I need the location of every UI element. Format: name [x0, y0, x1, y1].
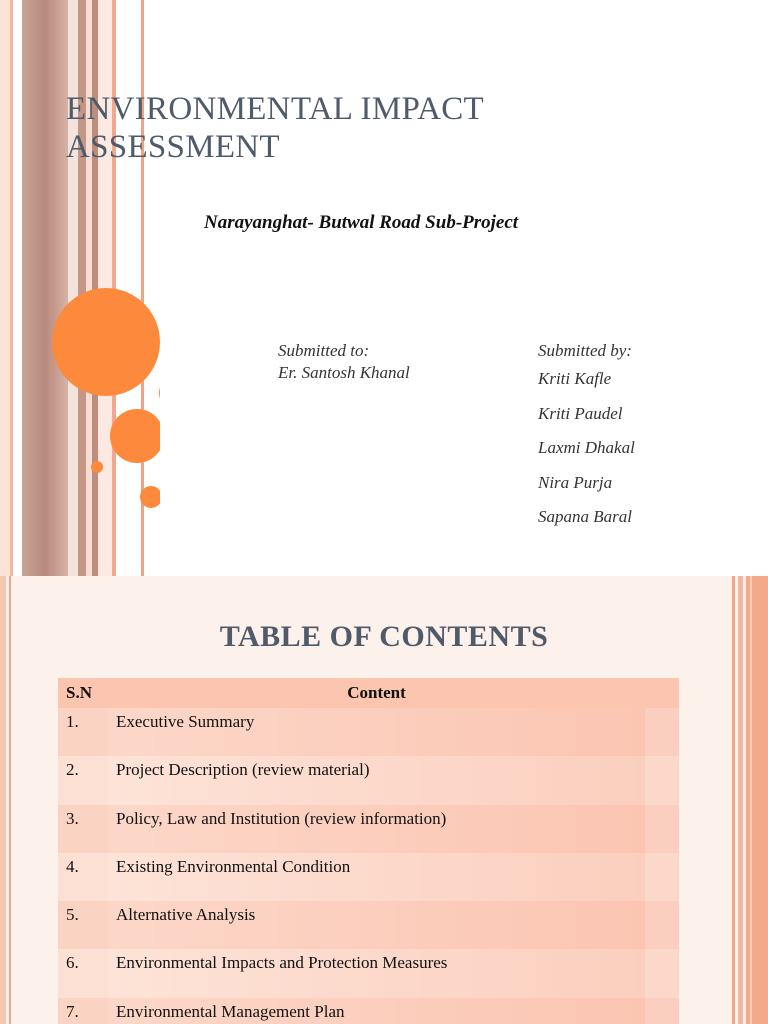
row-blank: [645, 756, 679, 804]
table-row: [58, 805, 679, 853]
column-header-blank: [645, 678, 679, 708]
table-row: [58, 998, 679, 1024]
toc-slide: [0, 576, 768, 1024]
row-content: Existing Environmental Condition: [108, 853, 645, 901]
row-sn: 7.: [58, 998, 108, 1024]
row-content: Executive Summary: [108, 708, 645, 756]
row-blank: [645, 708, 679, 756]
table-header-row: [58, 678, 679, 708]
title-line-1: ENVIRONMENTAL IMPACT: [66, 91, 485, 127]
submitted-by-block: [538, 340, 635, 535]
author-name: Laxmi Dhakal: [538, 438, 635, 457]
row-blank: [645, 949, 679, 997]
author-name: Kriti Paudel: [538, 403, 623, 423]
large-circle: [52, 288, 160, 396]
medium-circle: [110, 409, 160, 463]
title-line-2: ASSESSMENT: [66, 129, 280, 165]
table-row: [58, 708, 679, 756]
row-content: Policy, Law and Institution (review information): [108, 805, 645, 853]
slide-title: [66, 90, 666, 166]
toc-table: [58, 678, 679, 1024]
row-content: Environmental Impacts and Protection Measures: [108, 949, 645, 997]
table-row: [58, 853, 679, 901]
row-sn: 6.: [58, 949, 108, 997]
author-name: Kriti Kafle: [538, 369, 612, 388]
author-name: Sapana Baral: [538, 507, 632, 526]
toc-title: TABLE OF CONTENTS: [219, 620, 549, 653]
author-list: [538, 362, 635, 535]
project-subtitle: Narayanghat- Butwal Road Sub-Project: [204, 212, 519, 233]
row-blank: [645, 998, 679, 1024]
row-blank: [645, 853, 679, 901]
wide-stripe: [22, 0, 68, 576]
submitted-to-block: [278, 340, 410, 384]
row-blank: [645, 805, 679, 853]
small-circle: [159, 377, 160, 409]
row-content: Environmental Management Plan: [108, 998, 645, 1024]
table-row: [58, 949, 679, 997]
row-sn: 2.: [58, 756, 108, 804]
submitted-to-label: Submitted to:: [278, 341, 370, 360]
table-row: [58, 756, 679, 804]
row-blank: [645, 901, 679, 949]
author-name: Nira Purja: [538, 472, 613, 492]
row-sn: 3.: [58, 805, 108, 853]
tiny-circle: [91, 461, 103, 473]
row-sn: 5.: [58, 901, 108, 949]
decorative-stripes: [0, 0, 160, 576]
row-sn: 1.: [58, 708, 108, 756]
submitted-to-name: Er. Santosh Khanal: [278, 363, 410, 382]
row-content: Project Description (review material): [108, 756, 645, 804]
row-content: Alternative Analysis: [108, 901, 645, 949]
column-header-content: Content: [108, 678, 645, 708]
submitted-by-label: Submitted by:: [538, 341, 632, 360]
column-header-sn: S.N: [58, 678, 108, 708]
row-sn: 4.: [58, 853, 108, 901]
table-row: [58, 901, 679, 949]
